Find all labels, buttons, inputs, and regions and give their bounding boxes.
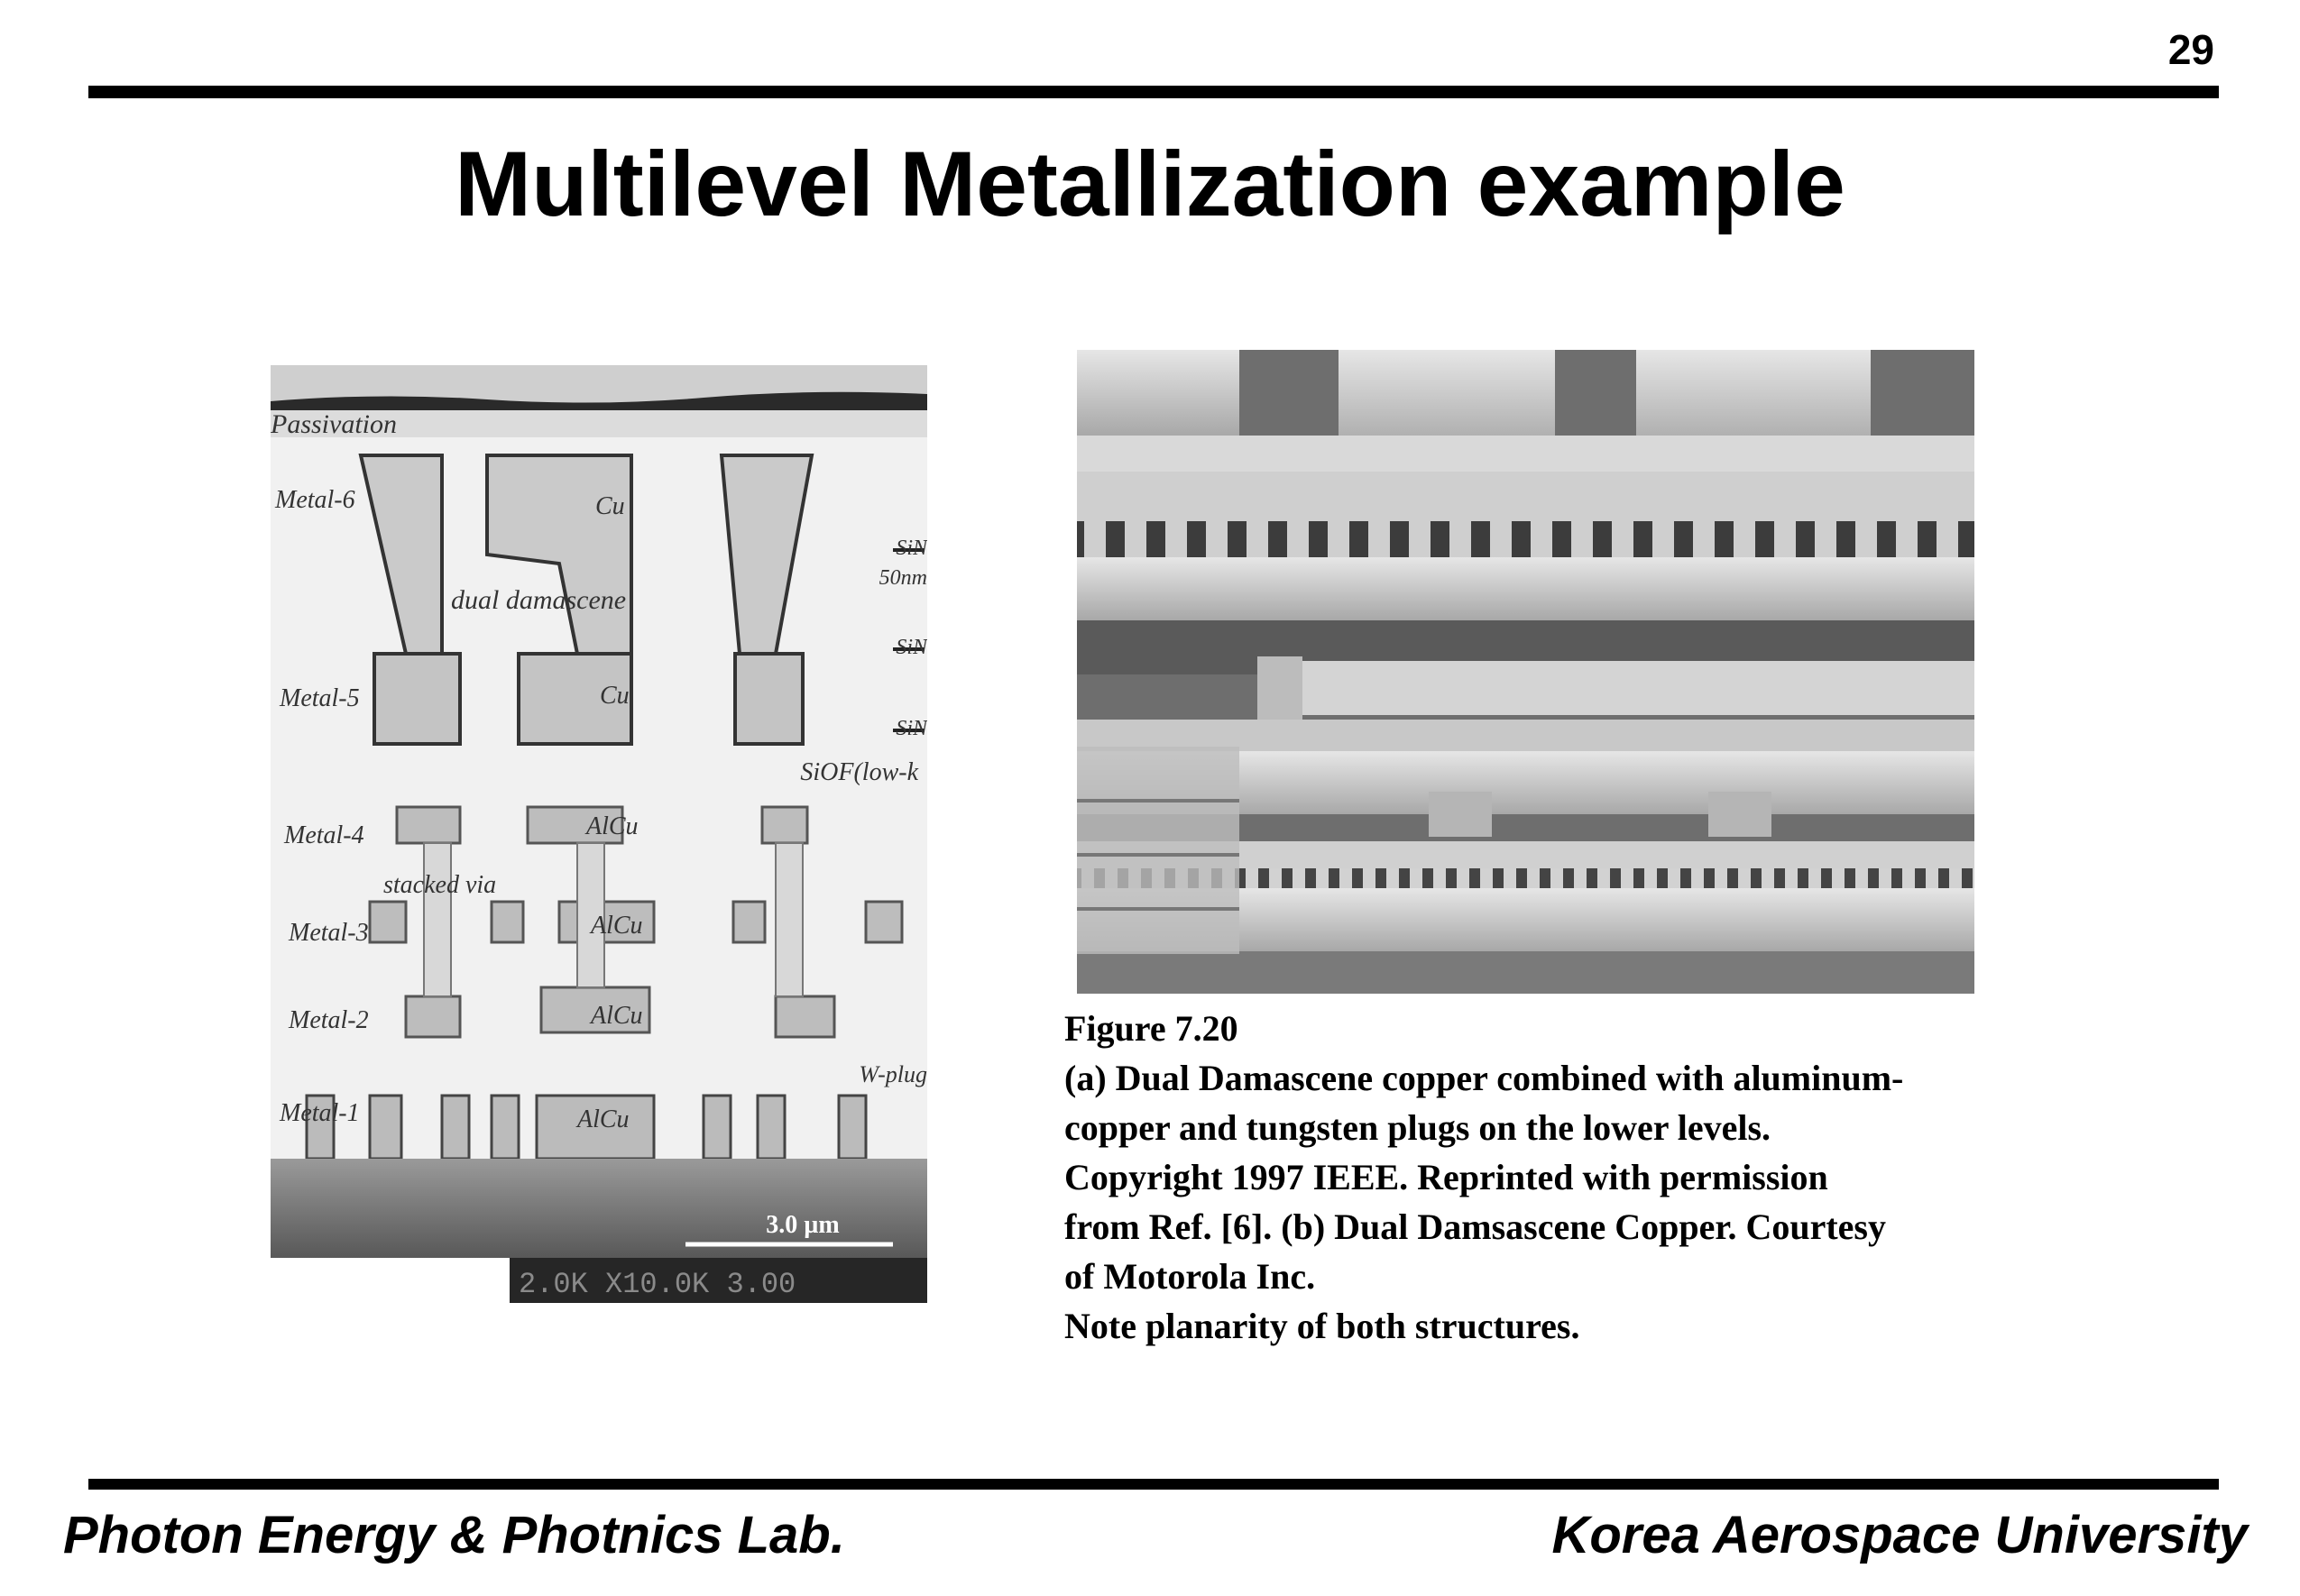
- alcu-2-label: AlCu: [591, 1002, 643, 1030]
- sem-info-label: 2.0K X10.0K 3.00: [519, 1268, 796, 1301]
- dual-damascene-label: dual damascene: [451, 585, 627, 615]
- figure-b-micrograph: [1077, 350, 1974, 994]
- figure-caption: [1064, 1004, 2065, 1351]
- metal-5-label: Metal-5: [280, 684, 360, 712]
- metal-1-label: Metal-1: [280, 1099, 360, 1127]
- caption-line: from Ref. [6]. (b) Dual Damsascene Copper. Courtesy: [1064, 1206, 1886, 1247]
- scale-bar-label: 3.0 µm: [766, 1211, 840, 1239]
- top-rule: [88, 86, 2219, 98]
- sin-3-label: SiN: [896, 717, 927, 740]
- metal-2-label: Metal-2: [289, 1006, 369, 1034]
- caption-line: Note planarity of both structures.: [1064, 1306, 1580, 1346]
- figure-a-micrograph: [271, 365, 927, 1303]
- sin-thickness-label: 50nm: [879, 566, 927, 590]
- caption-line: Copyright 1997 IEEE. Reprinted with permission: [1064, 1157, 1828, 1197]
- caption-line: Figure 7.20: [1064, 1008, 1238, 1049]
- sin-2-label: SiN: [896, 636, 927, 659]
- w-plug-label: W-plug: [859, 1061, 927, 1087]
- cu-top-label: Cu: [595, 492, 625, 520]
- page-number: 29: [2167, 26, 2214, 73]
- page-title: Multilevel Metallization example: [455, 133, 1845, 235]
- footer-lab-name: Photon Energy & Photnics Lab.: [63, 1506, 845, 1564]
- metal-6-label: Metal-6: [275, 486, 355, 514]
- sin-1-label: SiN: [896, 537, 927, 560]
- metal-3-label: Metal-3: [289, 919, 369, 947]
- alcu-3-label: AlCu: [591, 912, 643, 940]
- alcu-1-label: AlCu: [577, 1105, 630, 1133]
- passivation-label: Passivation: [271, 409, 397, 439]
- caption-line: (a) Dual Damascene copper combined with aluminum-: [1064, 1058, 1904, 1098]
- alcu-4-label: AlCu: [586, 812, 639, 840]
- metal-4-label: Metal-4: [284, 821, 364, 849]
- cu-mid-label: Cu: [600, 682, 630, 710]
- siof-label: SiOF(low-k: [800, 758, 918, 786]
- bottom-rule: [88, 1479, 2219, 1490]
- footer-university-name: Korea Aerospace University: [1551, 1506, 2248, 1564]
- caption-line: copper and tungsten plugs on the lower levels.: [1064, 1107, 1771, 1148]
- stacked-via-label: stacked via: [383, 871, 497, 899]
- caption-line: of Motorola Inc.: [1064, 1256, 1316, 1297]
